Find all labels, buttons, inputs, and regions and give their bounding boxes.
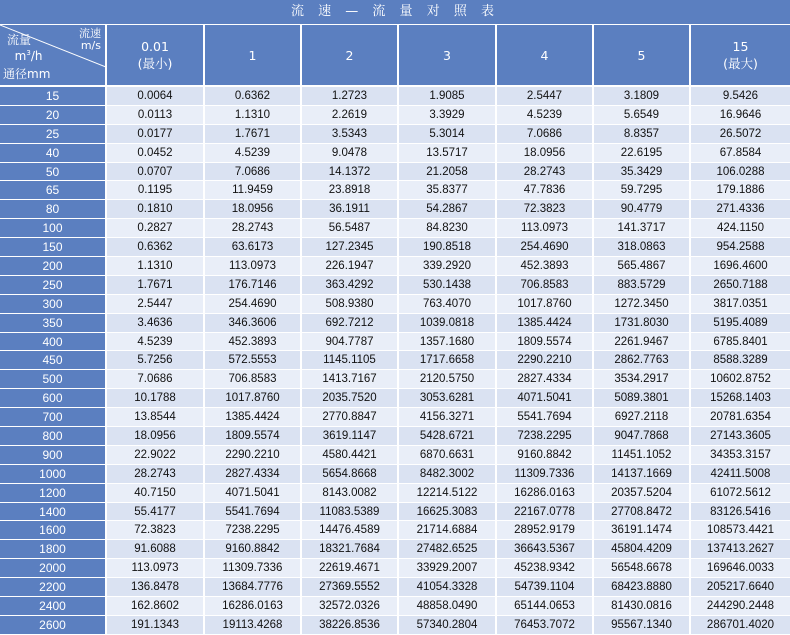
flow-value-cell: 59.7295 xyxy=(593,181,690,200)
diameter-cell: 900 xyxy=(0,445,106,464)
table-row xyxy=(0,408,790,427)
flow-value-cell: 5.3014 xyxy=(398,124,496,143)
flow-value-cell: 67.8584 xyxy=(690,143,790,162)
table-row xyxy=(0,124,790,143)
flow-value-cell: 7.0686 xyxy=(106,370,204,389)
flow-value-cell: 4156.3271 xyxy=(398,408,496,427)
flow-value-cell: 1145.1105 xyxy=(301,351,398,370)
flow-value-cell: 72.3823 xyxy=(106,521,204,540)
diameter-cell: 50 xyxy=(0,162,106,181)
flow-value-cell: 16286.0163 xyxy=(496,483,593,502)
flow-value-cell: 3.1809 xyxy=(593,86,690,105)
flow-value-cell: 16.9646 xyxy=(690,105,790,124)
table-row xyxy=(0,181,790,200)
flow-value-cell: 32572.0326 xyxy=(301,597,398,616)
flow-value-cell: 692.7212 xyxy=(301,313,398,332)
flow-value-cell: 0.1810 xyxy=(106,200,204,219)
flow-value-cell: 205217.6640 xyxy=(690,578,790,597)
flow-value-cell: 63.6173 xyxy=(204,238,301,257)
flow-value-cell: 22619.4671 xyxy=(301,559,398,578)
diameter-cell: 450 xyxy=(0,351,106,370)
flow-value-cell: 2.5447 xyxy=(496,86,593,105)
diameter-cell: 2400 xyxy=(0,597,106,616)
flow-value-cell: 1.1310 xyxy=(204,105,301,124)
flow-value-cell: 113.0973 xyxy=(496,219,593,238)
table-row xyxy=(0,427,790,446)
diameter-cell: 500 xyxy=(0,370,106,389)
flow-value-cell: 28.2743 xyxy=(496,162,593,181)
flow-value-cell: 27482.6525 xyxy=(398,540,496,559)
diameter-cell: 250 xyxy=(0,275,106,294)
table-row xyxy=(0,86,790,105)
flow-value-cell: 2035.7520 xyxy=(301,389,398,408)
speed-column-header: 4 xyxy=(496,25,593,86)
flow-value-cell: 0.2827 xyxy=(106,219,204,238)
flow-value-cell: 36191.1474 xyxy=(593,521,690,540)
flow-value-cell: 191.1343 xyxy=(106,615,204,634)
flow-value-cell: 0.0177 xyxy=(106,124,204,143)
flow-value-cell: 9160.8842 xyxy=(496,445,593,464)
flow-value-cell: 20781.6354 xyxy=(690,408,790,427)
flow-value-cell: 61072.5612 xyxy=(690,483,790,502)
flow-value-cell: 1809.5574 xyxy=(496,332,593,351)
flow-value-cell: 45238.9342 xyxy=(496,559,593,578)
flow-value-cell: 113.0973 xyxy=(106,559,204,578)
diameter-cell: 1400 xyxy=(0,502,106,521)
flow-value-cell: 1809.5574 xyxy=(204,427,301,446)
flow-value-cell: 6927.2118 xyxy=(593,408,690,427)
flow-value-cell: 9.5426 xyxy=(690,86,790,105)
flow-value-cell: 14476.4589 xyxy=(301,521,398,540)
table-row xyxy=(0,351,790,370)
table-row xyxy=(0,294,790,313)
diameter-cell: 25 xyxy=(0,124,106,143)
table-title: 流 速 — 流 量 对 照 表 xyxy=(0,0,790,25)
speed-column-header: 0.01 (最小) xyxy=(106,25,204,86)
table-row xyxy=(0,275,790,294)
table-row xyxy=(0,483,790,502)
flow-value-cell: 11309.7336 xyxy=(496,464,593,483)
flow-value-cell: 8588.3289 xyxy=(690,351,790,370)
flow-value-cell: 54739.1104 xyxy=(496,578,593,597)
flow-value-cell: 5.6549 xyxy=(593,105,690,124)
flow-value-cell: 83126.5416 xyxy=(690,502,790,521)
flow-value-cell: 90.4779 xyxy=(593,200,690,219)
flow-value-cell: 6785.8401 xyxy=(690,332,790,351)
flow-value-cell: 18.0956 xyxy=(106,427,204,446)
flow-value-cell: 57340.2804 xyxy=(398,615,496,634)
diameter-cell: 65 xyxy=(0,181,106,200)
diameter-cell: 1600 xyxy=(0,521,106,540)
diameter-cell: 20 xyxy=(0,105,106,124)
flow-value-cell: 254.4690 xyxy=(496,238,593,257)
flow-value-cell: 16625.3083 xyxy=(398,502,496,521)
diameter-axis-label: 通径mm xyxy=(3,67,51,81)
flow-value-cell: 81430.0816 xyxy=(593,597,690,616)
diameter-cell: 1000 xyxy=(0,464,106,483)
flow-value-cell: 72.3823 xyxy=(496,200,593,219)
flow-value-cell: 106.0288 xyxy=(690,162,790,181)
diameter-cell: 80 xyxy=(0,200,106,219)
flow-value-cell: 7238.2295 xyxy=(496,427,593,446)
flow-value-cell: 38226.8536 xyxy=(301,615,398,634)
flow-value-cell: 137413.2627 xyxy=(690,540,790,559)
flow-value-cell: 190.8518 xyxy=(398,238,496,257)
flow-value-cell: 55.4177 xyxy=(106,502,204,521)
flow-value-cell: 452.3893 xyxy=(204,332,301,351)
flow-value-cell: 2290.2210 xyxy=(204,445,301,464)
flow-value-cell: 6870.6631 xyxy=(398,445,496,464)
flow-value-cell: 27708.8472 xyxy=(593,502,690,521)
flow-value-cell: 1385.4424 xyxy=(496,313,593,332)
flow-value-cell: 22.9022 xyxy=(106,445,204,464)
flow-value-cell: 8482.3002 xyxy=(398,464,496,483)
table-row xyxy=(0,257,790,276)
diameter-cell: 15 xyxy=(0,86,106,105)
diameter-cell: 1200 xyxy=(0,483,106,502)
flow-value-cell: 0.0064 xyxy=(106,86,204,105)
flow-value-cell: 424.1150 xyxy=(690,219,790,238)
diameter-cell: 1800 xyxy=(0,540,106,559)
flow-value-cell: 244290.2448 xyxy=(690,597,790,616)
flow-value-cell: 4071.5041 xyxy=(496,389,593,408)
flow-value-cell: 10.1788 xyxy=(106,389,204,408)
flow-value-cell: 1.7671 xyxy=(106,275,204,294)
flow-value-cell: 3534.2917 xyxy=(593,370,690,389)
flow-value-cell: 339.2920 xyxy=(398,257,496,276)
flow-unit-tail: /h xyxy=(30,49,43,63)
flow-value-cell: 15268.1403 xyxy=(690,389,790,408)
flow-value-cell: 10602.8752 xyxy=(690,370,790,389)
flow-value-cell: 0.1195 xyxy=(106,181,204,200)
flow-value-cell: 565.4867 xyxy=(593,257,690,276)
flow-value-cell: 254.4690 xyxy=(204,294,301,313)
diameter-cell: 600 xyxy=(0,389,106,408)
flow-value-cell: 21714.6884 xyxy=(398,521,496,540)
flow-value-cell: 1.2723 xyxy=(301,86,398,105)
flow-unit xyxy=(7,47,42,63)
table-row xyxy=(0,521,790,540)
diameter-cell: 400 xyxy=(0,332,106,351)
flow-value-cell: 3.5343 xyxy=(301,124,398,143)
flow-value-cell: 0.0452 xyxy=(106,143,204,162)
flow-value-cell: 5654.8668 xyxy=(301,464,398,483)
table-row xyxy=(0,389,790,408)
flow-value-cell: 363.4292 xyxy=(301,275,398,294)
flow-value-cell: 4.5239 xyxy=(496,105,593,124)
flow-value-cell: 127.2345 xyxy=(301,238,398,257)
flow-value-cell: 286701.4020 xyxy=(690,615,790,634)
flow-value-cell: 14137.1669 xyxy=(593,464,690,483)
flow-value-cell: 1696.4600 xyxy=(690,257,790,276)
table-body xyxy=(0,86,790,634)
flow-value-cell: 11083.5389 xyxy=(301,502,398,521)
flow-value-cell: 9047.7868 xyxy=(593,427,690,446)
table-row xyxy=(0,105,790,124)
speed-column-header: 5 xyxy=(593,25,690,86)
flow-value-cell: 26.5072 xyxy=(690,124,790,143)
flow-value-cell: 18321.7684 xyxy=(301,540,398,559)
flow-value-cell: 2770.8847 xyxy=(301,408,398,427)
flow-value-cell: 18.0956 xyxy=(496,143,593,162)
flow-value-cell: 35.8377 xyxy=(398,181,496,200)
flow-value-cell: 13684.7776 xyxy=(204,578,301,597)
table-row xyxy=(0,464,790,483)
flow-value-cell: 0.0707 xyxy=(106,162,204,181)
speed-column-header: 2 xyxy=(301,25,398,86)
flow-value-cell: 11.9459 xyxy=(204,181,301,200)
flow-value-cell: 28952.9179 xyxy=(496,521,593,540)
flow-value-cell: 45804.4209 xyxy=(593,540,690,559)
diameter-cell: 350 xyxy=(0,313,106,332)
flow-value-cell: 4071.5041 xyxy=(204,483,301,502)
table-row xyxy=(0,238,790,257)
table-row xyxy=(0,162,790,181)
flow-value-cell: 7.0686 xyxy=(496,124,593,143)
flow-value-cell: 56.5487 xyxy=(301,219,398,238)
flow-speed-table xyxy=(0,25,790,635)
flow-value-cell: 5428.6721 xyxy=(398,427,496,446)
flow-value-cell: 2.5447 xyxy=(106,294,204,313)
flow-value-cell: 1385.4424 xyxy=(204,408,301,427)
flow-value-cell: 27143.3605 xyxy=(690,427,790,446)
flow-value-cell: 141.3717 xyxy=(593,219,690,238)
flow-value-cell: 68423.8880 xyxy=(593,578,690,597)
flow-value-cell: 1357.1680 xyxy=(398,332,496,351)
table-row xyxy=(0,200,790,219)
flow-value-cell: 3.4636 xyxy=(106,313,204,332)
table-row xyxy=(0,578,790,597)
diameter-cell: 300 xyxy=(0,294,106,313)
flow-value-cell: 36.1911 xyxy=(301,200,398,219)
flow-value-cell: 11309.7336 xyxy=(204,559,301,578)
flow-value-cell: 1.1310 xyxy=(106,257,204,276)
flow-value-cell: 1039.0818 xyxy=(398,313,496,332)
flow-value-cell: 1413.7167 xyxy=(301,370,398,389)
flow-value-cell: 226.1947 xyxy=(301,257,398,276)
flow-value-cell: 33929.2007 xyxy=(398,559,496,578)
flow-value-cell: 176.7146 xyxy=(204,275,301,294)
flow-value-cell: 2.2619 xyxy=(301,105,398,124)
flow-value-cell: 19113.4268 xyxy=(204,615,301,634)
flow-value-cell: 706.8583 xyxy=(496,275,593,294)
flow-value-cell: 452.3893 xyxy=(496,257,593,276)
flow-value-cell: 2827.4334 xyxy=(496,370,593,389)
table-row xyxy=(0,143,790,162)
flow-value-cell: 2827.4334 xyxy=(204,464,301,483)
flow-value-cell: 904.7787 xyxy=(301,332,398,351)
flow-value-cell: 113.0973 xyxy=(204,257,301,276)
flow-value-cell: 136.8478 xyxy=(106,578,204,597)
speed-column-header: 1 xyxy=(204,25,301,86)
flow-value-cell: 65144.0653 xyxy=(496,597,593,616)
flow-value-cell: 23.8918 xyxy=(301,181,398,200)
table-row xyxy=(0,445,790,464)
flow-label: 流量 xyxy=(7,33,32,47)
flow-value-cell: 16286.0163 xyxy=(204,597,301,616)
flow-value-cell: 84.8230 xyxy=(398,219,496,238)
table-row xyxy=(0,219,790,238)
flow-value-cell: 56548.6678 xyxy=(593,559,690,578)
flow-value-cell: 271.4336 xyxy=(690,200,790,219)
diameter-cell: 2000 xyxy=(0,559,106,578)
flow-value-cell: 13.8544 xyxy=(106,408,204,427)
flow-value-cell: 8143.0082 xyxy=(301,483,398,502)
diameter-cell: 200 xyxy=(0,257,106,276)
flow-value-cell: 179.1886 xyxy=(690,181,790,200)
table-row xyxy=(0,332,790,351)
flow-value-cell: 1731.8030 xyxy=(593,313,690,332)
flow-value-cell: 3053.6281 xyxy=(398,389,496,408)
flow-value-cell: 5541.7694 xyxy=(204,502,301,521)
table-row xyxy=(0,559,790,578)
flow-value-cell: 5.7256 xyxy=(106,351,204,370)
flow-value-cell: 14.1372 xyxy=(301,162,398,181)
flow-value-cell: 706.8583 xyxy=(204,370,301,389)
flow-value-cell: 4.5239 xyxy=(106,332,204,351)
table-row xyxy=(0,597,790,616)
flow-value-cell: 95567.1340 xyxy=(593,615,690,634)
flow-value-cell: 3817.0351 xyxy=(690,294,790,313)
corner-header-cell xyxy=(0,25,106,86)
flow-value-cell: 883.5729 xyxy=(593,275,690,294)
table-row xyxy=(0,370,790,389)
flow-value-cell: 5541.7694 xyxy=(496,408,593,427)
table-row xyxy=(0,313,790,332)
flow-value-cell: 34353.3157 xyxy=(690,445,790,464)
flow-value-cell: 13.5717 xyxy=(398,143,496,162)
flow-value-cell: 1017.8760 xyxy=(204,389,301,408)
flow-value-cell: 7.0686 xyxy=(204,162,301,181)
flow-value-cell: 27369.5552 xyxy=(301,578,398,597)
flow-value-cell: 12214.5122 xyxy=(398,483,496,502)
flow-value-cell: 318.0863 xyxy=(593,238,690,257)
flow-value-cell: 1.7671 xyxy=(204,124,301,143)
flow-value-cell: 3619.1147 xyxy=(301,427,398,446)
flow-value-cell: 2650.7188 xyxy=(690,275,790,294)
speed-column-header: 15 (最大) xyxy=(690,25,790,86)
flow-value-cell: 54.2867 xyxy=(398,200,496,219)
speed-column-header: 3 xyxy=(398,25,496,86)
diameter-cell: 2600 xyxy=(0,615,106,634)
flow-value-cell: 5195.4089 xyxy=(690,313,790,332)
flow-value-cell: 2120.5750 xyxy=(398,370,496,389)
flow-value-cell: 4580.4421 xyxy=(301,445,398,464)
flow-value-cell: 76453.7072 xyxy=(496,615,593,634)
diameter-cell: 800 xyxy=(0,427,106,446)
flow-value-cell: 9.0478 xyxy=(301,143,398,162)
speed-label: 流速 xyxy=(79,27,101,40)
diameter-cell: 40 xyxy=(0,143,106,162)
flow-value-cell: 2290.2210 xyxy=(496,351,593,370)
flow-value-cell: 2862.7763 xyxy=(593,351,690,370)
flow-value-cell: 346.3606 xyxy=(204,313,301,332)
table-row xyxy=(0,540,790,559)
flow-value-cell: 36643.5367 xyxy=(496,540,593,559)
flow-value-cell: 47.7836 xyxy=(496,181,593,200)
speed-unit: m/s xyxy=(80,39,101,52)
flow-value-cell: 169646.0033 xyxy=(690,559,790,578)
flow-value-cell: 22167.0778 xyxy=(496,502,593,521)
flow-value-cell: 28.2743 xyxy=(106,464,204,483)
flow-value-cell: 954.2588 xyxy=(690,238,790,257)
flow-value-cell: 162.8602 xyxy=(106,597,204,616)
speed-axis-label xyxy=(79,28,101,52)
flow-value-cell: 0.6362 xyxy=(106,238,204,257)
diameter-cell: 100 xyxy=(0,219,106,238)
flow-value-cell: 3.3929 xyxy=(398,105,496,124)
flow-value-cell: 1717.6658 xyxy=(398,351,496,370)
flow-value-cell: 0.6362 xyxy=(204,86,301,105)
flow-value-cell: 35.3429 xyxy=(593,162,690,181)
flow-value-cell: 1017.8760 xyxy=(496,294,593,313)
diameter-cell: 150 xyxy=(0,238,106,257)
flow-value-cell: 9160.8842 xyxy=(204,540,301,559)
table-row xyxy=(0,502,790,521)
flow-value-cell: 572.5553 xyxy=(204,351,301,370)
flow-value-cell: 11451.1052 xyxy=(593,445,690,464)
flow-value-cell: 1272.3450 xyxy=(593,294,690,313)
flow-value-cell: 18.0956 xyxy=(204,200,301,219)
flow-value-cell: 21.2058 xyxy=(398,162,496,181)
flow-value-cell: 0.0113 xyxy=(106,105,204,124)
flow-value-cell: 28.2743 xyxy=(204,219,301,238)
flow-value-cell: 108573.4421 xyxy=(690,521,790,540)
flow-value-cell: 763.4070 xyxy=(398,294,496,313)
flow-value-cell: 91.6088 xyxy=(106,540,204,559)
flow-value-cell: 20357.5204 xyxy=(593,483,690,502)
flow-value-cell: 1.9085 xyxy=(398,86,496,105)
flow-value-cell: 5089.3801 xyxy=(593,389,690,408)
flow-value-cell: 40.7150 xyxy=(106,483,204,502)
diameter-cell: 700 xyxy=(0,408,106,427)
flow-value-cell: 2261.9467 xyxy=(593,332,690,351)
flow-unit-base: m xyxy=(14,49,27,63)
flow-value-cell: 22.6195 xyxy=(593,143,690,162)
flow-value-cell: 48858.0490 xyxy=(398,597,496,616)
flow-axis-label xyxy=(7,34,42,63)
flow-value-cell: 8.8357 xyxy=(593,124,690,143)
flow-value-cell: 41054.3328 xyxy=(398,578,496,597)
flow-value-cell: 508.9380 xyxy=(301,294,398,313)
flow-value-cell: 4.5239 xyxy=(204,143,301,162)
flow-value-cell: 42411.5008 xyxy=(690,464,790,483)
flow-value-cell: 530.1438 xyxy=(398,275,496,294)
diameter-cell: 2200 xyxy=(0,578,106,597)
header-row xyxy=(0,25,790,86)
flow-value-cell: 7238.2295 xyxy=(204,521,301,540)
flow-unit-sup: 3 xyxy=(26,49,31,57)
